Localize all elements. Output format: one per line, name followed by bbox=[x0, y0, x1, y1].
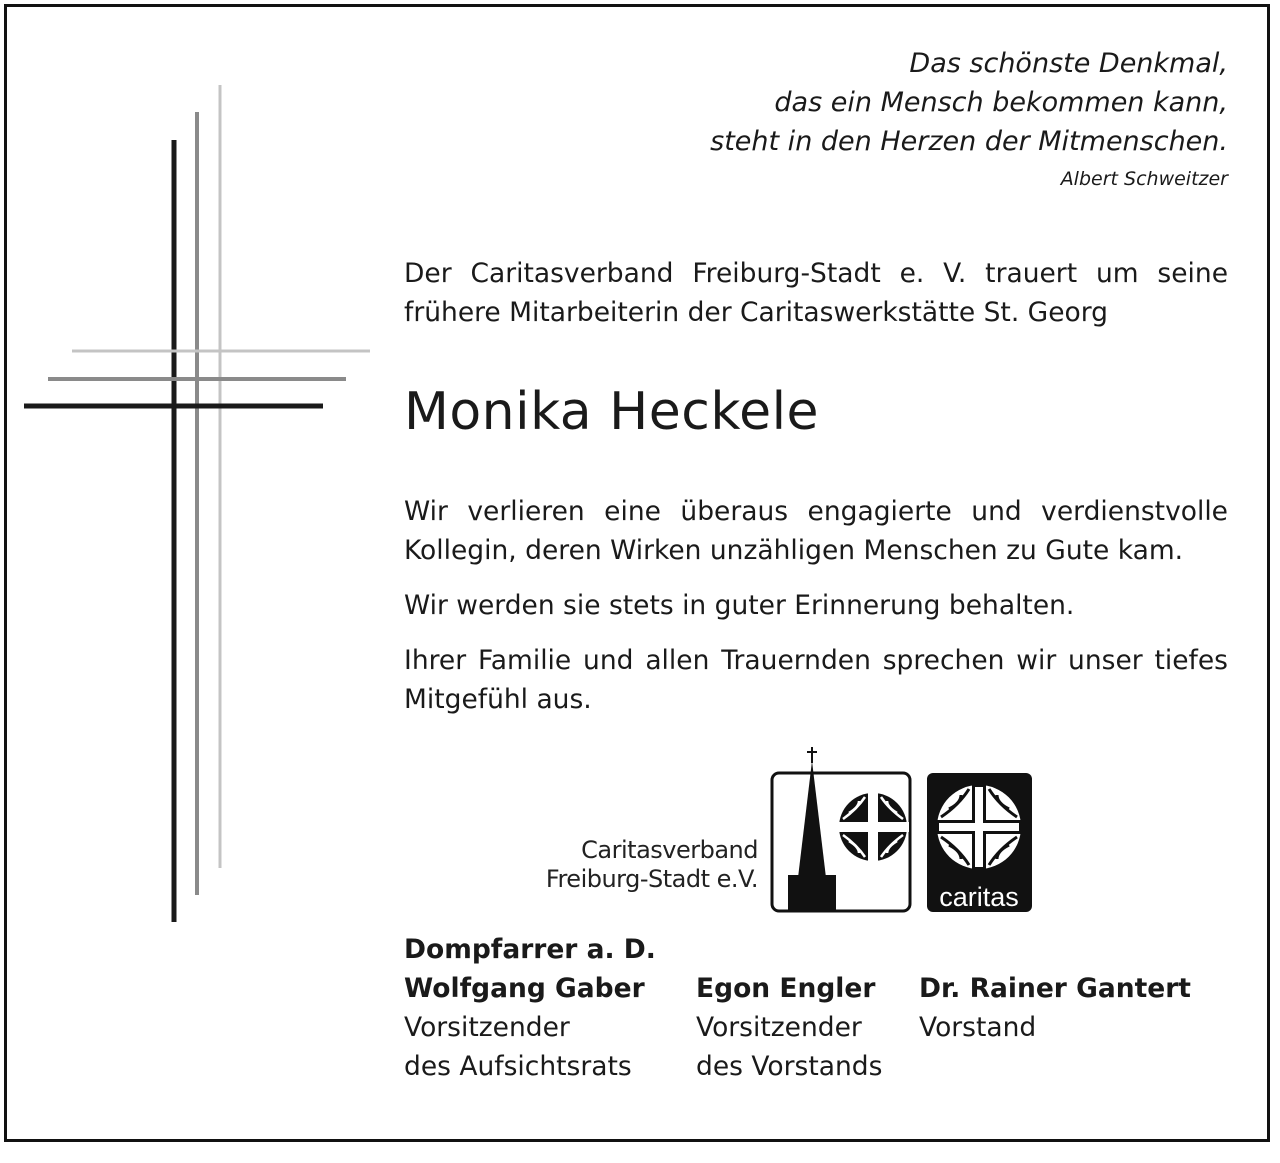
signatory bbox=[404, 930, 656, 1086]
quote-line: das ein Mensch bekommen kann, bbox=[774, 87, 1228, 118]
intro-text: Der Caritasverband Freiburg-Stadt e. V. trauert um seine frühere Mitarbeiterin der Caritaswerkstätte St. Georg bbox=[404, 258, 1228, 328]
deceased-name: Monika Heckele bbox=[404, 382, 820, 442]
org-name-line: Freiburg-Stadt e.V. bbox=[545, 865, 758, 893]
message-paragraph: Ihrer Familie und allen Trauernden sprechen wir unser tiefes Mitgefühl aus. bbox=[404, 645, 1228, 715]
message-body bbox=[404, 492, 1228, 735]
signatory bbox=[696, 969, 882, 1086]
organization-logo-text bbox=[520, 836, 758, 894]
signatory-role: des Aufsichtsrats bbox=[404, 1051, 632, 1082]
message-paragraph: Wir werden sie stets in guter Erinnerung behalten. bbox=[404, 590, 1075, 621]
signatory-role: Vorstand bbox=[919, 1012, 1037, 1043]
cross-icon bbox=[0, 0, 380, 940]
signatory-name: Dr. Rainer Gantert bbox=[919, 973, 1191, 1004]
signatory-role: Vorsitzender bbox=[696, 1012, 862, 1043]
org-name-line: Caritasverband bbox=[581, 836, 758, 864]
signatory-role: Vorsitzender bbox=[404, 1012, 570, 1043]
church-caritas-logo-icon bbox=[770, 745, 915, 917]
quote-line: steht in den Herzen der Mitmenschen. bbox=[710, 126, 1228, 157]
caritas-wordmark: caritas bbox=[939, 882, 1019, 912]
signatory-role: des Vorstands bbox=[696, 1051, 883, 1082]
signatory bbox=[919, 969, 1191, 1047]
quote-block bbox=[528, 44, 1228, 195]
signatory-name: Wolfgang Gaber bbox=[404, 973, 645, 1004]
quote-author: Albert Schweitzer bbox=[1060, 168, 1228, 190]
quote-line: Das schönste Denkmal, bbox=[909, 48, 1228, 79]
signatory-title: Dompfarrer a. D. bbox=[404, 934, 656, 965]
caritas-logo-icon bbox=[926, 772, 1034, 914]
message-paragraph: Wir verlieren eine überaus engagierte und verdienstvolle Kollegin, deren Wirken unzähligen Menschen zu Gute kam. bbox=[404, 496, 1228, 566]
signatory-name: Egon Engler bbox=[696, 973, 876, 1004]
